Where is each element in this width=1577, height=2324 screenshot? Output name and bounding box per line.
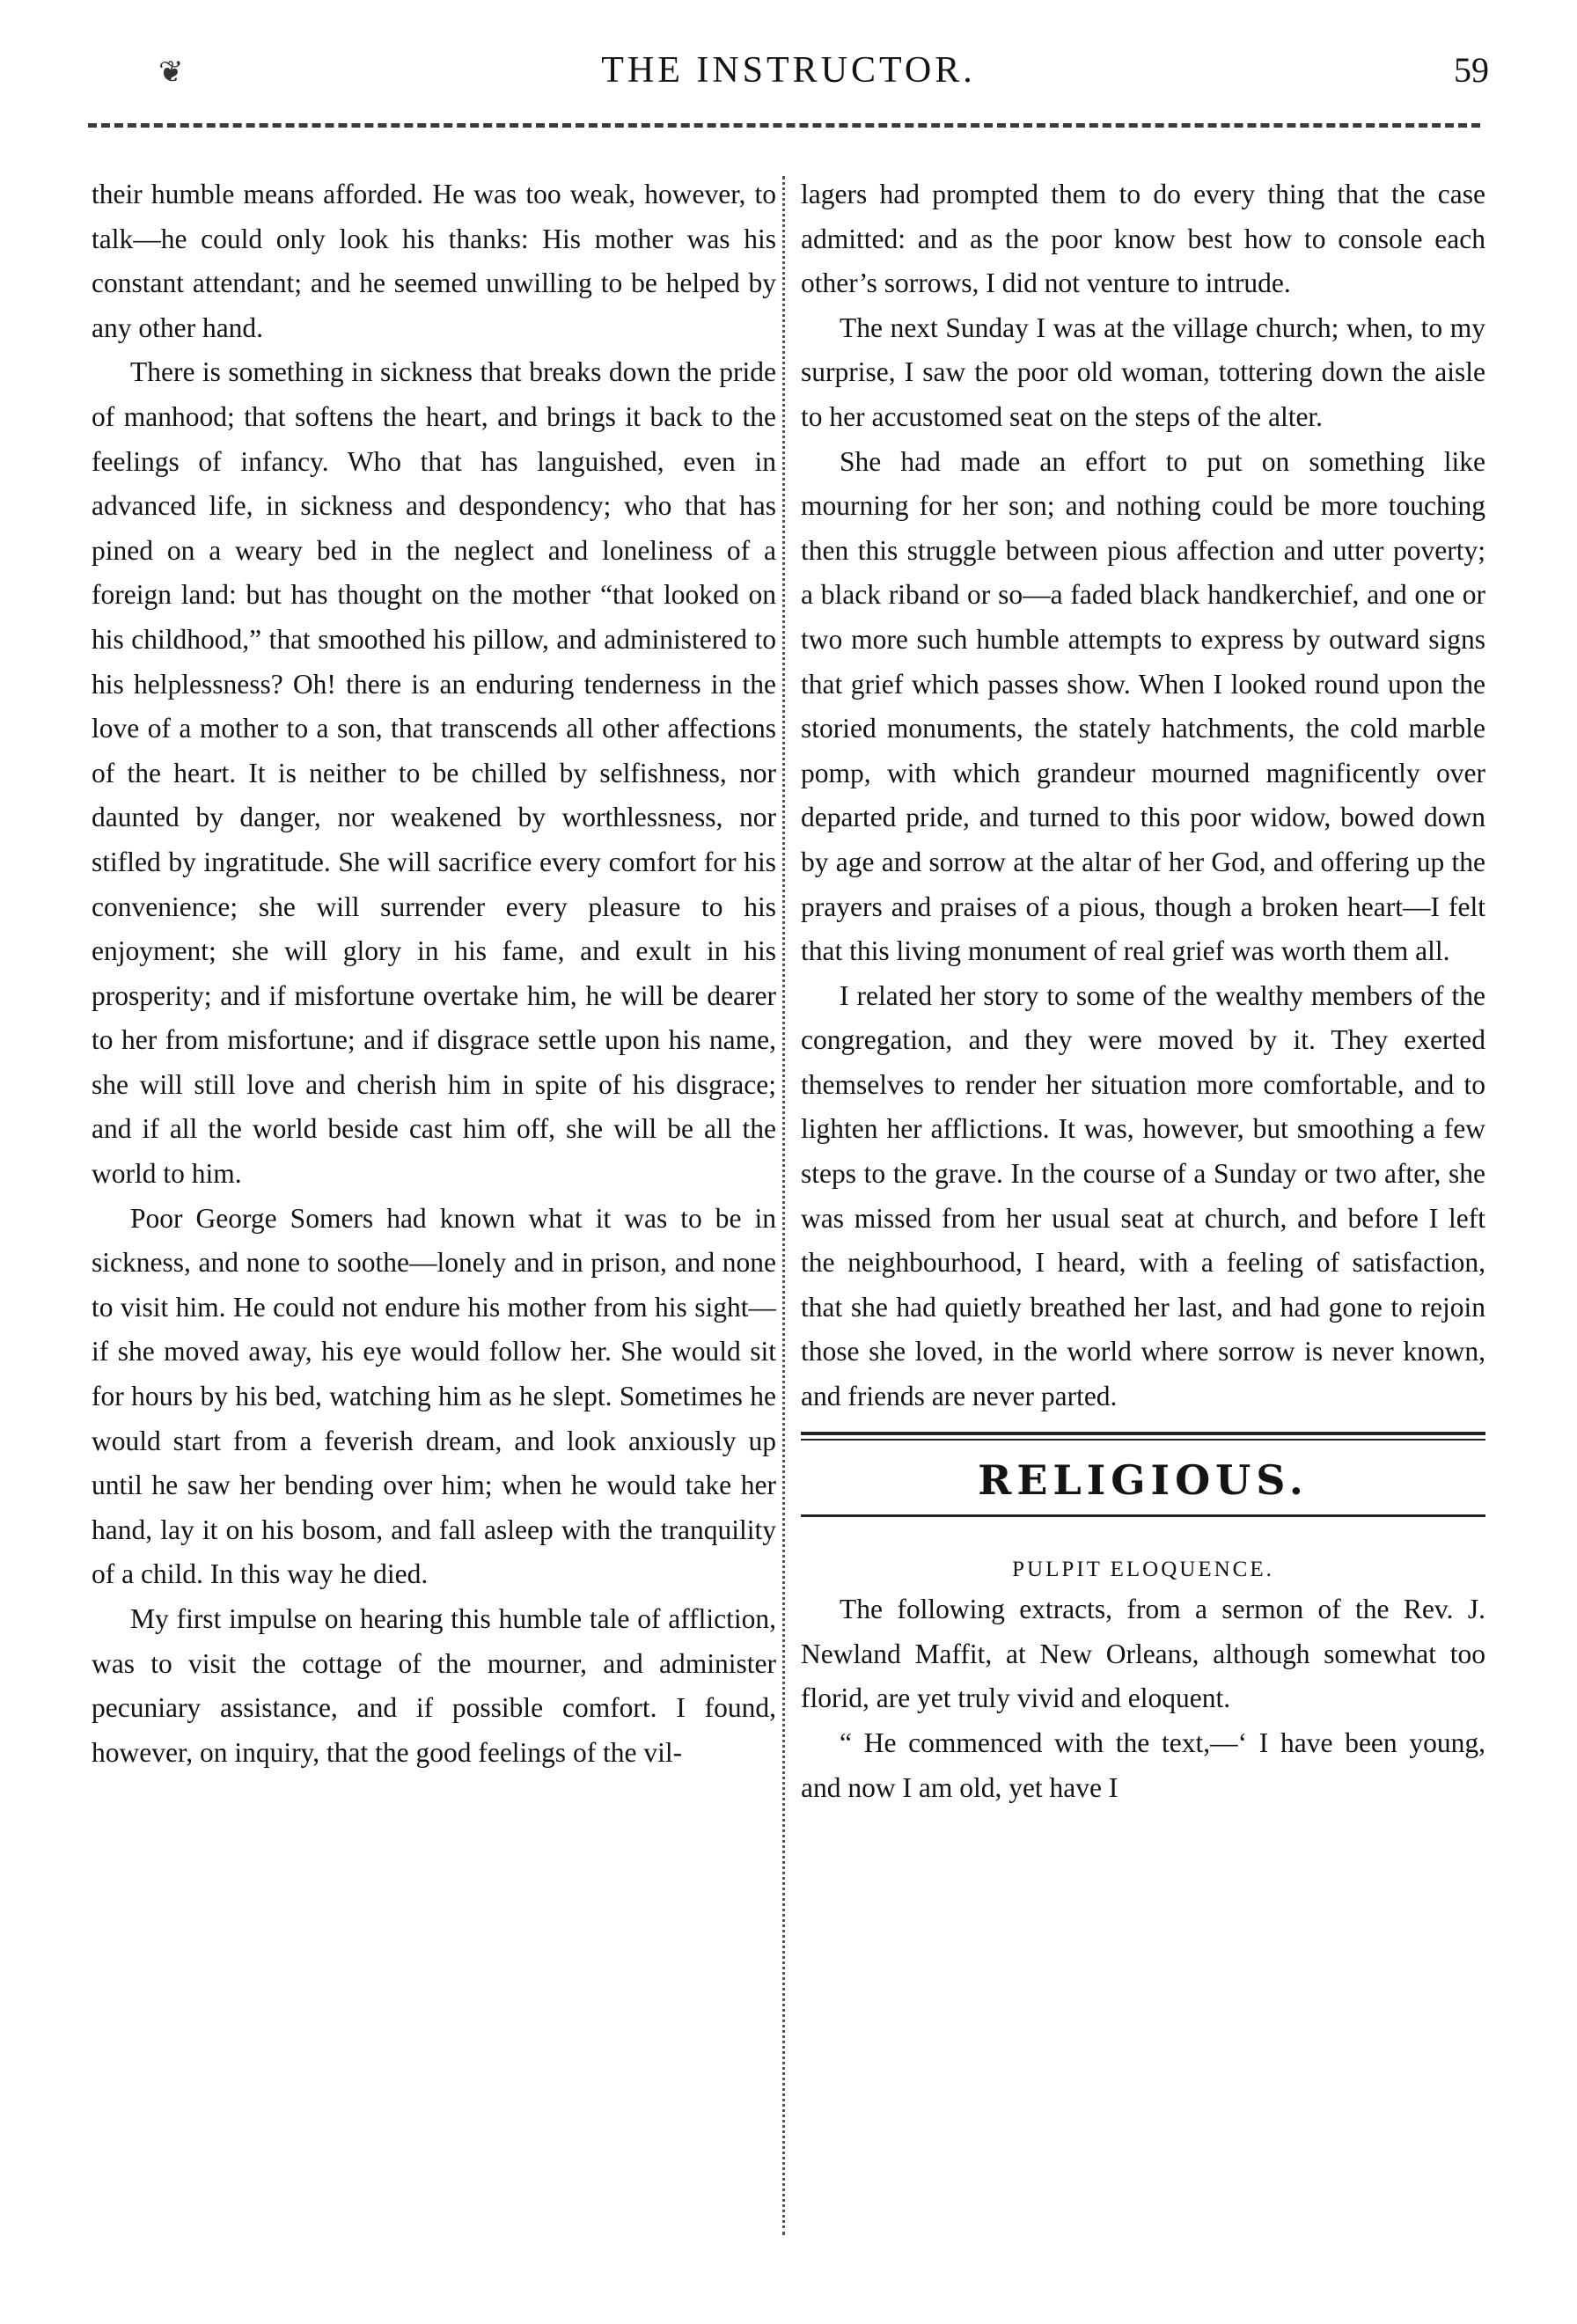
paragraph: their humble means afforded. He was too weak, however, to talk—he could only look his thanks: His mother was his constant attendant; and he seemed unwilling to be helped by any other hand.: [92, 179, 776, 343]
paragraph: She had made an effort to put on something like mourning for her son; and nothing could be more touching then this struggle between pious affection and utter poverty; a black riband or so—a faded black handkerchief, and one or two more such humble attempts to express by outward signs that grief which passes show. When I looked round upon the storied monuments, the stately hatchments, the cold marble pomp, with which grandeur mourned magnificently over departed pride, and turned to this poor widow, bowed down by age and sorrow at the altar of her God, and offering up the prayers and praises of a pious, though a broken heart—I felt that this living monument of real grief was worth them all.: [801, 445, 1485, 967]
column-separator: [782, 176, 785, 2235]
paragraph: There is something in sickness that breaks down the pride of manhood; that softens the heart, and brings it back to the feelings of infancy. Who that has languished, even in advanced life, in sickness and despondency; who that has pined on a weary bed in the neglect and loneliness of a foreign land: but has thought on the mother “that looked on his childhood,” that smoothed his pillow, and administered to his helplessness? Oh! there is an enduring tenderness in the love of a mother to a son, that transcends all other affections of the heart. It is neither to be chilled by selfishness, nor daunted by danger, nor weakened by worthlessness, nor stifled by ingratitude. She will sacrifice every comfort for his convenience; she will surrender every pleasure to his enjoyment; she will glory in his fame, and exult in his prosperity; and if misfortune overtake him, he will be dearer to her from misfortune; and if disgrace settle upon his name, she will still love and cherish him in spite of his disgrace; and if all the world beside cast him off, she will be all the world to him.: [92, 356, 776, 1190]
ornament-icon: ❦: [158, 56, 184, 89]
section-underline: [801, 1514, 1485, 1517]
header-rule: [88, 123, 1480, 128]
running-title: THE INSTRUCTOR.: [601, 50, 976, 91]
paragraph: I related her story to some of the wealthy members of the congregation, and they were moved by it. They exerted themselves to render her situation more comfortable, and to lighten her afflictions. It was, however, but smoothing a few steps to the grave. In the course of a Sunday or two after, she was missed from her usual seat at church, and before I left the neighbourhood, I heard, with a feeling of satisfaction, that she had quietly breathed her last, and had gone to rejoin those she loved, in the world where sorrow is never known, and friends are never parted.: [801, 979, 1485, 1412]
article-subheading: PULPIT ELOQUENCE.: [1012, 1558, 1274, 1582]
section-heading: RELIGIOUS.: [978, 1455, 1309, 1504]
paragraph: The next Sunday I was at the village church; when, to my surprise, I saw the poor old woman, tottering down the aisle to her accustomed seat on the steps of the alter.: [801, 312, 1485, 432]
paragraph: The following extracts, from a sermon of the Rev. J. Newland Maffit, at New Orleans, although somewhat too florid, are yet truly vivid and eloquent.: [801, 1594, 1485, 1714]
paragraph: “ He commenced with the text,—‘ I have been young, and now I am old, yet have I: [801, 1727, 1485, 1803]
paragraph: My first impulse on hearing this humble tale of affliction, was to visit the cottage of the mourner, and administer pecuniary assistance, and if possible comfort. I found, however, on inquiry, that the good feelings of the vil-: [92, 1603, 776, 1768]
page-number: 59: [1454, 50, 1489, 90]
right-column: [801, 172, 1485, 1810]
paragraph: lagers had prompted them to do every thing that the case admitted: and as the poor know best how to console each other’s sorrows, I did not venture to intrude.: [801, 179, 1485, 299]
page-header: [0, 49, 1577, 102]
paragraph: Poor George Somers had known what it was to be in sickness, and none to soothe—lonely and in prison, and none to visit him. He could not endure his mother from his sight—if she moved away, his eye would follow her. She would sit for hours by his bed, watching him as he slept. Sometimes he would start from a feverish dream, and look anxiously up until he saw her bending over him; when he would take her hand, lay it on his bosom, and fall asleep with the tranquility of a child. In this way he died.: [92, 1202, 776, 1590]
section-divider: [801, 1432, 1485, 1441]
left-column: [92, 172, 776, 1775]
